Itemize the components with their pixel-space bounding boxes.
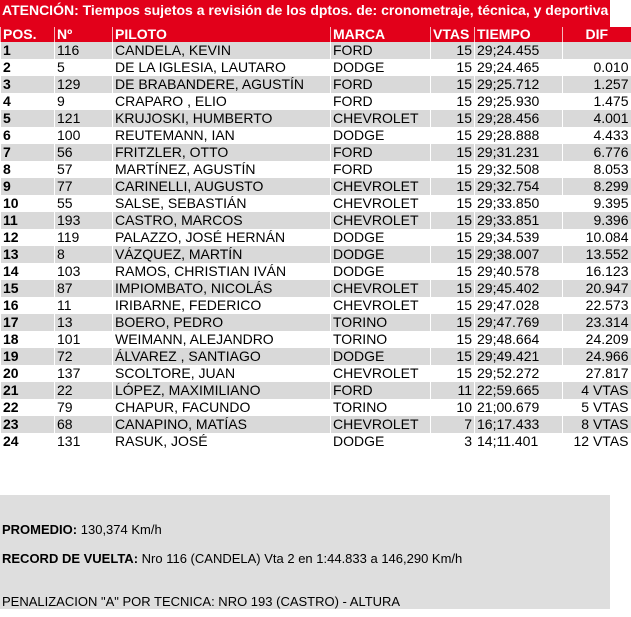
table-row	[1, 399, 631, 416]
table-row	[1, 161, 631, 178]
cell-marca: CHEVROLET	[331, 416, 431, 433]
cell-marca: TORINO	[331, 399, 431, 416]
cell-vtas: 10	[431, 399, 475, 416]
cell-marca: CHEVROLET	[331, 110, 431, 127]
cell-dif: 27.817	[563, 365, 631, 382]
cell-vtas: 11	[431, 382, 475, 399]
cell-dif: 6.776	[563, 144, 631, 161]
cell-marca: DODGE	[331, 263, 431, 280]
cell-dif: 24.209	[563, 331, 631, 348]
cell-tiempo: 29;49.421	[475, 348, 563, 365]
cell-piloto: RAMOS, CHRISTIAN IVÁN	[113, 263, 331, 280]
cell-num: 131	[55, 433, 113, 450]
cell-dif: 8.053	[563, 161, 631, 178]
cell-dif: 23.314	[563, 314, 631, 331]
cell-pos: 20	[1, 365, 55, 382]
cell-dif: 4.001	[563, 110, 631, 127]
cell-tiempo: 29;33.851	[475, 212, 563, 229]
cell-num: 8	[55, 246, 113, 263]
cell-tiempo: 29;48.664	[475, 331, 563, 348]
table-row	[1, 229, 631, 246]
attention-banner: ATENCIÓN: Tiempos sujetos a revisión de los dptos. de: cronometraje, técnica, y deportiva	[0, 0, 610, 27]
cell-num: 101	[55, 331, 113, 348]
cell-vtas: 15	[431, 314, 475, 331]
cell-marca: CHEVROLET	[331, 195, 431, 212]
cell-piloto: FRITZLER, OTTO	[113, 144, 331, 161]
cell-piloto: IMPIOMBATO, NICOLÁS	[113, 280, 331, 297]
header-num: Nº	[55, 27, 113, 42]
cell-dif: 12 VTAS	[563, 433, 631, 450]
cell-dif: 4 VTAS	[563, 382, 631, 399]
cell-dif: 10.084	[563, 229, 631, 246]
cell-num: 77	[55, 178, 113, 195]
cell-tiempo: 29;34.539	[475, 229, 563, 246]
header-dif: DIF	[563, 27, 631, 42]
table-row	[1, 348, 631, 365]
cell-dif: 9.395	[563, 195, 631, 212]
cell-marca: DODGE	[331, 59, 431, 76]
cell-marca: TORINO	[331, 331, 431, 348]
table-row	[1, 178, 631, 195]
cell-dif: 1.257	[563, 76, 631, 93]
table-row	[1, 382, 631, 399]
cell-piloto: MARTÍNEZ, AGUSTÍN	[113, 161, 331, 178]
cell-pos: 15	[1, 280, 55, 297]
table-row	[1, 93, 631, 110]
cell-marca: CHEVROLET	[331, 365, 431, 382]
cell-marca: FORD	[331, 382, 431, 399]
table-row	[1, 331, 631, 348]
cell-vtas: 15	[431, 178, 475, 195]
cell-piloto: SCOLTORE, JUAN	[113, 365, 331, 382]
cell-pos: 3	[1, 76, 55, 93]
record-label: RECORD DE VUELTA:	[2, 551, 139, 566]
table-row	[1, 433, 631, 450]
cell-pos: 6	[1, 127, 55, 144]
cell-vtas: 15	[431, 127, 475, 144]
cell-vtas: 15	[431, 42, 475, 59]
cell-vtas: 7	[431, 416, 475, 433]
cell-dif: 24.966	[563, 348, 631, 365]
table-row	[1, 263, 631, 280]
cell-pos: 18	[1, 331, 55, 348]
cell-num: 193	[55, 212, 113, 229]
cell-num: 100	[55, 127, 113, 144]
cell-dif: 4.433	[563, 127, 631, 144]
cell-piloto: KRUJOSKI, HUMBERTO	[113, 110, 331, 127]
cell-tiempo: 29;28.456	[475, 110, 563, 127]
cell-marca: DODGE	[331, 433, 431, 450]
cell-pos: 16	[1, 297, 55, 314]
cell-piloto: IRIBARNE, FEDERICO	[113, 297, 331, 314]
cell-piloto: VÁZQUEZ, MARTÍN	[113, 246, 331, 263]
cell-tiempo: 29;32.754	[475, 178, 563, 195]
header-pos: POS.	[1, 27, 55, 42]
header-tiempo: TIEMPO	[475, 27, 563, 42]
cell-vtas: 15	[431, 348, 475, 365]
cell-num: 9	[55, 93, 113, 110]
cell-pos: 14	[1, 263, 55, 280]
cell-marca: FORD	[331, 144, 431, 161]
cell-dif: 20.947	[563, 280, 631, 297]
cell-piloto: RASUK, JOSÉ	[113, 433, 331, 450]
cell-vtas: 15	[431, 110, 475, 127]
cell-num: 119	[55, 229, 113, 246]
cell-piloto: CARINELLI, AUGUSTO	[113, 178, 331, 195]
cell-dif: 8.299	[563, 178, 631, 195]
cell-piloto: CASTRO, MARCOS	[113, 212, 331, 229]
cell-num: 22	[55, 382, 113, 399]
table-row	[1, 42, 631, 59]
cell-num: 121	[55, 110, 113, 127]
cell-tiempo: 29;38.007	[475, 246, 563, 263]
cell-piloto: SALSE, SEBASTIÁN	[113, 195, 331, 212]
cell-vtas: 15	[431, 280, 475, 297]
table-row	[1, 280, 631, 297]
cell-pos: 2	[1, 59, 55, 76]
cell-piloto: CHAPUR, FACUNDO	[113, 399, 331, 416]
cell-tiempo: 29;45.402	[475, 280, 563, 297]
table-row	[1, 76, 631, 93]
cell-num: 57	[55, 161, 113, 178]
cell-piloto: DE LA IGLESIA, LAUTARO	[113, 59, 331, 76]
cell-num: 87	[55, 280, 113, 297]
cell-pos: 1	[1, 42, 55, 59]
table-row	[1, 246, 631, 263]
cell-tiempo: 29;33.850	[475, 195, 563, 212]
cell-marca: FORD	[331, 161, 431, 178]
cell-vtas: 15	[431, 161, 475, 178]
cell-num: 72	[55, 348, 113, 365]
cell-pos: 7	[1, 144, 55, 161]
cell-vtas: 15	[431, 144, 475, 161]
bottom-strip	[0, 609, 610, 617]
cell-piloto: ÁLVAREZ , SANTIAGO	[113, 348, 331, 365]
cell-dif: 22.573	[563, 297, 631, 314]
cell-vtas: 15	[431, 246, 475, 263]
cell-pos: 4	[1, 93, 55, 110]
table-row	[1, 144, 631, 161]
cell-marca: TORINO	[331, 314, 431, 331]
cell-piloto: REUTEMANN, IAN	[113, 127, 331, 144]
cell-pos: 10	[1, 195, 55, 212]
promedio-line	[2, 522, 162, 537]
cell-piloto: WEIMANN, ALEJANDRO	[113, 331, 331, 348]
cell-tiempo: 29;31.231	[475, 144, 563, 161]
cell-vtas: 15	[431, 195, 475, 212]
cell-vtas: 15	[431, 263, 475, 280]
cell-num: 103	[55, 263, 113, 280]
cell-tiempo: 29;24.465	[475, 59, 563, 76]
cell-vtas: 15	[431, 212, 475, 229]
cell-dif: 13.552	[563, 246, 631, 263]
cell-marca: FORD	[331, 93, 431, 110]
cell-tiempo: 16;17.433	[475, 416, 563, 433]
cell-pos: 12	[1, 229, 55, 246]
cell-pos: 8	[1, 161, 55, 178]
record-value: Nro 116 (CANDELA) Vta 2 en 1:44.833 a 146,290 Km/h	[141, 551, 463, 566]
cell-marca: CHEVROLET	[331, 297, 431, 314]
table-row	[1, 314, 631, 331]
table-row	[1, 416, 631, 433]
cell-pos: 9	[1, 178, 55, 195]
penalizacion-line: PENALIZACION "A" POR TECNICA: NRO 193 (CASTRO) - ALTURA	[2, 594, 401, 609]
cell-vtas: 15	[431, 229, 475, 246]
cell-piloto: DE BRABANDERE, AGUSTÍN	[113, 76, 331, 93]
cell-pos: 22	[1, 399, 55, 416]
cell-pos: 19	[1, 348, 55, 365]
cell-tiempo: 29;52.272	[475, 365, 563, 382]
cell-num: 5	[55, 59, 113, 76]
cell-num: 79	[55, 399, 113, 416]
cell-num: 68	[55, 416, 113, 433]
cell-tiempo: 14;11.401	[475, 433, 563, 450]
cell-num: 13	[55, 314, 113, 331]
cell-marca: DODGE	[331, 229, 431, 246]
cell-tiempo: 29;25.930	[475, 93, 563, 110]
cell-piloto: CRAPARO , ELIO	[113, 93, 331, 110]
record-line	[2, 551, 462, 566]
cell-tiempo: 29;24.455	[475, 42, 563, 59]
table-row	[1, 297, 631, 314]
header-piloto: PILOTO	[113, 27, 331, 42]
table-row	[1, 127, 631, 144]
cell-piloto: CANAPINO, MATÍAS	[113, 416, 331, 433]
table-row	[1, 110, 631, 127]
table-row	[1, 212, 631, 229]
cell-pos: 23	[1, 416, 55, 433]
cell-piloto: BOERO, PEDRO	[113, 314, 331, 331]
table-row	[1, 59, 631, 76]
header-vtas: VTAS	[431, 27, 475, 42]
cell-vtas: 15	[431, 59, 475, 76]
cell-marca: DODGE	[331, 127, 431, 144]
cell-pos: 24	[1, 433, 55, 450]
cell-dif: 9.396	[563, 212, 631, 229]
cell-pos: 13	[1, 246, 55, 263]
cell-vtas: 15	[431, 297, 475, 314]
cell-piloto: CANDELA, KEVIN	[113, 42, 331, 59]
cell-vtas: 3	[431, 433, 475, 450]
cell-pos: 17	[1, 314, 55, 331]
cell-tiempo: 29;32.508	[475, 161, 563, 178]
cell-pos: 5	[1, 110, 55, 127]
cell-marca: CHEVROLET	[331, 178, 431, 195]
cell-marca: DODGE	[331, 246, 431, 263]
header-marca: MARCA	[331, 27, 431, 42]
cell-num: 137	[55, 365, 113, 382]
cell-tiempo: 29;40.578	[475, 263, 563, 280]
cell-vtas: 15	[431, 93, 475, 110]
cell-tiempo: 29;47.028	[475, 297, 563, 314]
cell-piloto: LÓPEZ, MAXIMILIANO	[113, 382, 331, 399]
promedio-label: PROMEDIO:	[2, 522, 78, 537]
cell-marca: DODGE	[331, 348, 431, 365]
cell-tiempo: 29;25.712	[475, 76, 563, 93]
cell-vtas: 15	[431, 76, 475, 93]
cell-dif: 8 VTAS	[563, 416, 631, 433]
cell-vtas: 15	[431, 365, 475, 382]
cell-piloto: PALAZZO, JOSÉ HERNÁN	[113, 229, 331, 246]
cell-num: 129	[55, 76, 113, 93]
cell-dif: 0.010	[563, 59, 631, 76]
table-row	[1, 365, 631, 382]
table-row	[1, 195, 631, 212]
cell-tiempo: 21;00.679	[475, 399, 563, 416]
cell-num: 11	[55, 297, 113, 314]
cell-dif: 16.123	[563, 263, 631, 280]
cell-dif: 1.475	[563, 93, 631, 110]
table-header-row	[1, 27, 631, 42]
cell-marca: FORD	[331, 76, 431, 93]
cell-num: 116	[55, 42, 113, 59]
cell-marca: CHEVROLET	[331, 212, 431, 229]
cell-num: 55	[55, 195, 113, 212]
cell-dif	[563, 42, 631, 59]
cell-pos: 11	[1, 212, 55, 229]
cell-tiempo: 29;28.888	[475, 127, 563, 144]
cell-vtas: 15	[431, 331, 475, 348]
promedio-value: 130,374 Km/h	[80, 522, 162, 537]
cell-marca: FORD	[331, 42, 431, 59]
cell-pos: 21	[1, 382, 55, 399]
cell-tiempo: 22;59.665	[475, 382, 563, 399]
cell-tiempo: 29;47.769	[475, 314, 563, 331]
race-summary	[0, 495, 610, 609]
cell-marca: CHEVROLET	[331, 280, 431, 297]
cell-num: 56	[55, 144, 113, 161]
cell-dif: 5 VTAS	[563, 399, 631, 416]
results-table	[0, 27, 631, 450]
